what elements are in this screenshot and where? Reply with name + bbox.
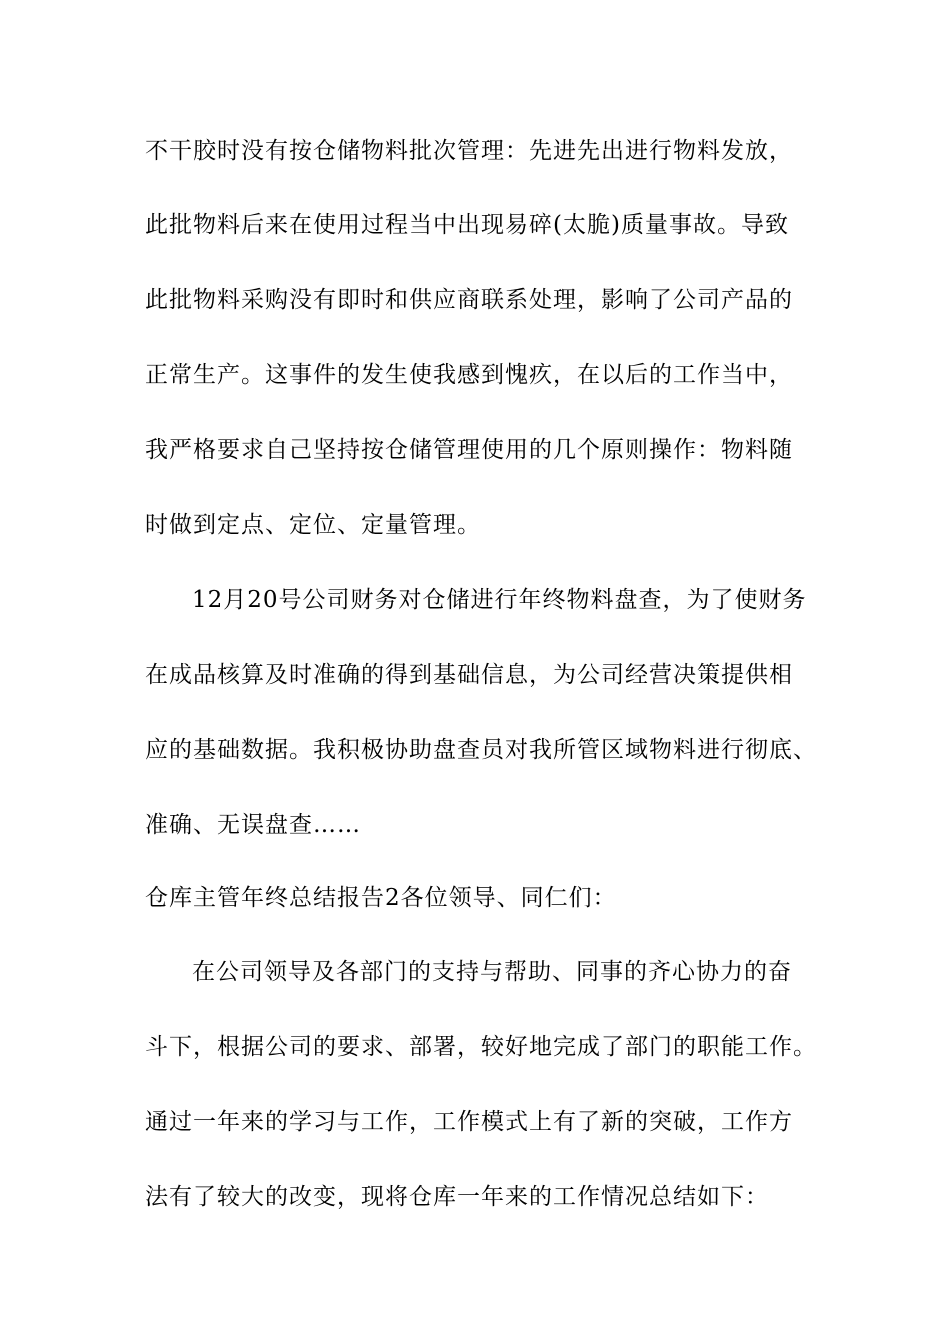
paragraph-line-8: 在成品核算及时准确的得到基础信息，为公司经营决策提供相 bbox=[145, 662, 793, 688]
paragraph-line-6: 时做到定点、定位、定量管理。 bbox=[145, 512, 481, 538]
paragraph-line-13: 斗下，根据公司的要求、部署，较好地完成了部门的职能工作。 bbox=[145, 1034, 817, 1060]
paragraph-line-4: 正常生产。这事件的发生使我感到愧疚，在以后的工作当中， bbox=[145, 362, 793, 388]
paragraph-line-1: 不干胶时没有按仓储物料批次管理：先进先出进行物料发放， bbox=[145, 138, 793, 164]
section-heading-line: 仓库主管年终总结报告2各位领导、同仁们： bbox=[145, 885, 617, 911]
paragraph-line-10: 准确、无误盘查…… bbox=[145, 812, 361, 838]
paragraph-line-3: 此批物料采购没有即时和供应商联系处理，影响了公司产品的 bbox=[145, 287, 793, 313]
paragraph-line-9: 应的基础数据。我积极协助盘查员对我所管区域物料进行彻底、 bbox=[145, 737, 817, 763]
paragraph-line-7: 12月20号公司财务对仓储进行年终物料盘查，为了使财务 bbox=[192, 587, 807, 613]
paragraph-line-14: 通过一年来的学习与工作，工作模式上有了新的突破，工作方 bbox=[145, 1109, 793, 1135]
paragraph-line-2: 此批物料后来在使用过程当中出现易碎(太脆)质量事故。导致 bbox=[145, 212, 789, 238]
paragraph-line-15: 法有了较大的改变，现将仓库一年来的工作情况总结如下： bbox=[145, 1184, 769, 1210]
paragraph-line-12: 在公司领导及各部门的支持与帮助、同事的齐心协力的奋 bbox=[192, 959, 792, 985]
paragraph-line-5: 我严格要求自己坚持按仓储管理使用的几个原则操作：物料随 bbox=[145, 437, 793, 463]
